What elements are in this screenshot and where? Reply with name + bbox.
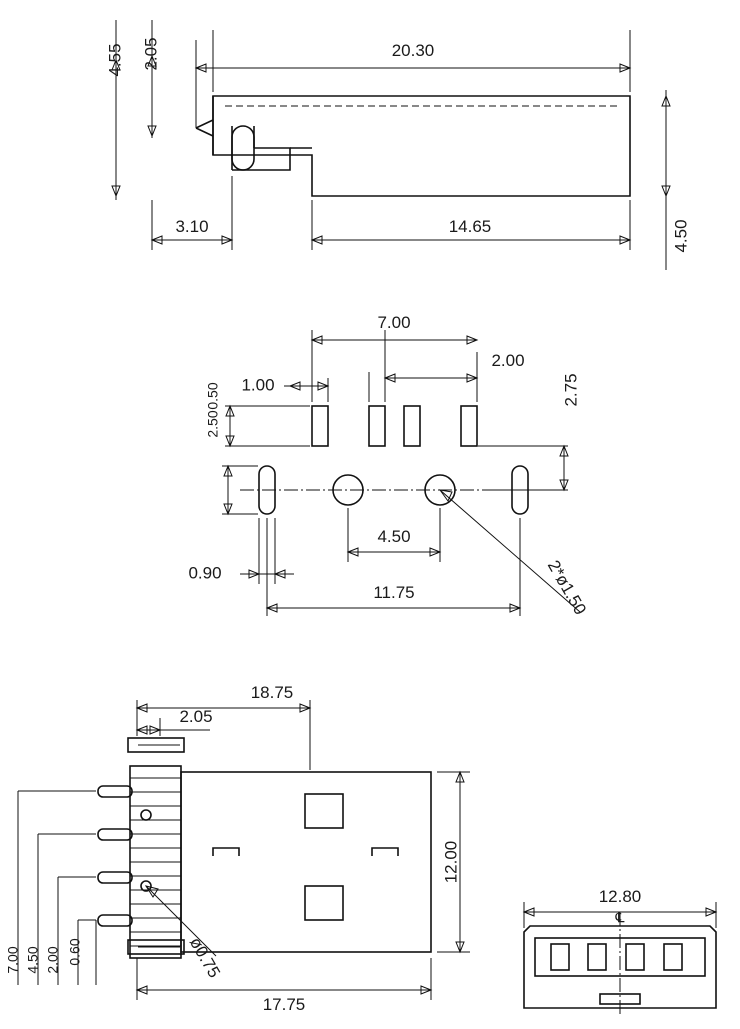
dim-2-05-side-label: 2.05 bbox=[179, 707, 213, 726]
pad-4 bbox=[461, 406, 477, 446]
front-contact-1 bbox=[551, 944, 569, 970]
dim-4-50-pads-label: 4.50 bbox=[377, 527, 411, 546]
pad-2 bbox=[369, 406, 385, 446]
dim-7-00-left-label: 7.00 bbox=[4, 946, 21, 974]
dim-18-75-label: 18.75 bbox=[250, 683, 294, 702]
dim-12-00-label: 12.00 bbox=[441, 840, 461, 884]
dim-4-50-left-label: 4.50 bbox=[24, 946, 41, 974]
dim-0-90-label: 0.90 bbox=[188, 563, 222, 583]
window-lower bbox=[305, 886, 343, 920]
leads bbox=[98, 786, 132, 926]
front-view bbox=[524, 887, 716, 1015]
dim-3-10-label: 3.10 bbox=[175, 217, 209, 236]
mount-hole-upper bbox=[141, 810, 151, 820]
dim-dia-0-75-label: ø0.75 bbox=[185, 933, 224, 982]
pad-3 bbox=[404, 406, 420, 446]
dim-2-75-label: 2.75 bbox=[561, 373, 581, 407]
centerline-symbol-label: ℄ bbox=[615, 909, 625, 925]
dim-2-00-left-label: 2.00 bbox=[44, 946, 61, 974]
dim-4-50-right-label: 4.50 bbox=[671, 219, 691, 253]
front-contact-3 bbox=[626, 944, 644, 970]
bottom-view bbox=[188, 313, 590, 618]
top-view bbox=[105, 20, 690, 270]
dim-7-00-label: 7.00 bbox=[377, 313, 411, 332]
dim-2x-dia-1-50-label: 2*ø1.50 bbox=[543, 556, 590, 619]
dim-2-05-top-label: 2.05 bbox=[141, 37, 161, 71]
dim-0-50-label: 0.50 bbox=[204, 382, 221, 410]
dim-2-50-label: 2.50 bbox=[204, 410, 221, 438]
window-upper bbox=[305, 794, 343, 828]
dim-20-30-label: 20.30 bbox=[391, 41, 435, 60]
dim-17-75-label: 17.75 bbox=[262, 995, 306, 1014]
dim-11-75-label: 11.75 bbox=[373, 583, 415, 602]
pad-1 bbox=[312, 406, 328, 446]
dim-14-65-label: 14.65 bbox=[448, 217, 492, 236]
front-contact-4 bbox=[664, 944, 682, 970]
side-body bbox=[181, 772, 431, 952]
side-view bbox=[5, 683, 470, 1014]
front-contact-2 bbox=[588, 944, 606, 970]
dim-4-55-label: 4.55 bbox=[105, 43, 125, 77]
dim-0-60-left-label: 0.60 bbox=[66, 938, 83, 966]
dim-12-80-label: 12.80 bbox=[598, 887, 642, 906]
dim-2-00-label: 2.00 bbox=[491, 351, 525, 370]
dim-1-00-label: 1.00 bbox=[241, 375, 275, 395]
